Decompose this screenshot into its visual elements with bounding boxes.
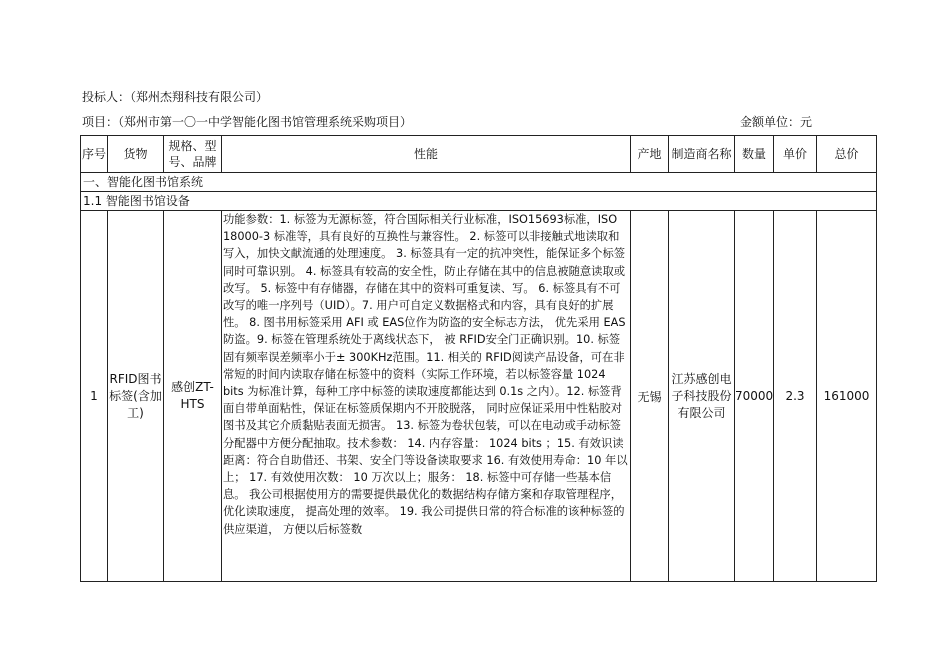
bidder-line: 投标人：（郑州杰翔科技有限公司） <box>82 90 269 104</box>
col-header-total-price: 总价 <box>817 136 877 173</box>
col-header-goods: 货物 <box>108 136 164 173</box>
subsection-row <box>81 192 877 211</box>
section-title: 一、智能化图书馆系统 <box>81 173 877 192</box>
row-goods: RFID图书标签(含加工) <box>108 211 164 582</box>
table-row <box>81 211 877 582</box>
col-header-quantity: 数量 <box>735 136 774 173</box>
col-header-no: 序号 <box>81 136 108 173</box>
project-line: 项目：（郑州市第一〇一中学智能化图书馆管理系统采购项目） <box>82 115 413 129</box>
col-header-performance: 性能 <box>222 136 631 173</box>
table-header-row <box>81 136 877 173</box>
row-total-price: 161000 <box>817 211 877 582</box>
col-header-unit-price: 单价 <box>774 136 817 173</box>
subsection-title: 1.1 智能图书馆设备 <box>81 192 877 211</box>
row-unit-price: 2.3 <box>774 211 817 582</box>
col-header-spec: 规格、型号、品牌 <box>164 136 222 173</box>
row-origin: 无锡 <box>631 211 669 582</box>
currency-unit: 金额单位：元 <box>740 115 813 129</box>
row-no: 1 <box>81 211 108 582</box>
col-header-origin: 产地 <box>631 136 669 173</box>
section-row <box>81 173 877 192</box>
row-performance: 功能参数：1. 标签为无源标签，符合国际相关行业标准，ISO15693标准，ISO 18000-3 标准等，具有良好的互换性与兼容性。 2. 标签可以非接触式地读取和写入，加快文献流通的处理速度。 3. 标签具有一定的抗冲突性，能保证多个标签同时可靠识别。 4. 标签具有较高的安全性，防止存储在其中的信息被随意读取或改写。 5. 标签中有存储器，存储在其中的资料可重复读、写。 6. 标签具有不可改写的唯一序列号（UID）。7. 用户可自定义数据格式和内容，具有良好的扩展性。 8. 图书用标签采用 AFI 或 EAS位作为防盗的安全标志方法， 优先采用 EAS防盗。9. 标签在管理系统处于离线状态下， 被 RFID安全门正确识别。10. 标签固有频率误差频率小于± 300KHz范围。11. 相关的 RFID阅读产品设备，可在非常短的时间内读取存储在标签中的资料（实际工作环境，若以标签容量 1024 bits 为标准计算，每种工序中标签的读取速度都能达到 0.1s 之内）。12. 标签背面自带单面粘性，保证在标签质保期内不开胶脱落， 同时应保证采用中性粘胶对图书及其它介质黏贴表面无损害。 13. 标签为卷状包装，可以在电动或手动标签分配器中方便分配抽取。技术参数： 14. 内存容量： 1024 bits ；15. 有效识读距离：符合自助借还、书架、安全门等设备读取要求 16. 有效使用寿命：10 年以上； 17. 有效使用次数： 10 万次以上；服务： 18. 标签中可存储一些基本信息。 我公司根据使用方的需要提供最优化的数据结构存储方案和存取管理程序， 优化读取速度， 提高处理的效率。 19. 我公司提供日常的符合标准的该种标签的供应渠道， 方便以后标签数 <box>222 211 631 582</box>
row-manufacturer: 江苏感创电子科技股份有限公司 <box>669 211 735 582</box>
row-spec: 感创ZT-HTS <box>164 211 222 582</box>
col-header-manufacturer: 制造商名称 <box>669 136 735 173</box>
row-quantity: 70000 <box>735 211 774 582</box>
quotation-table <box>80 135 877 582</box>
